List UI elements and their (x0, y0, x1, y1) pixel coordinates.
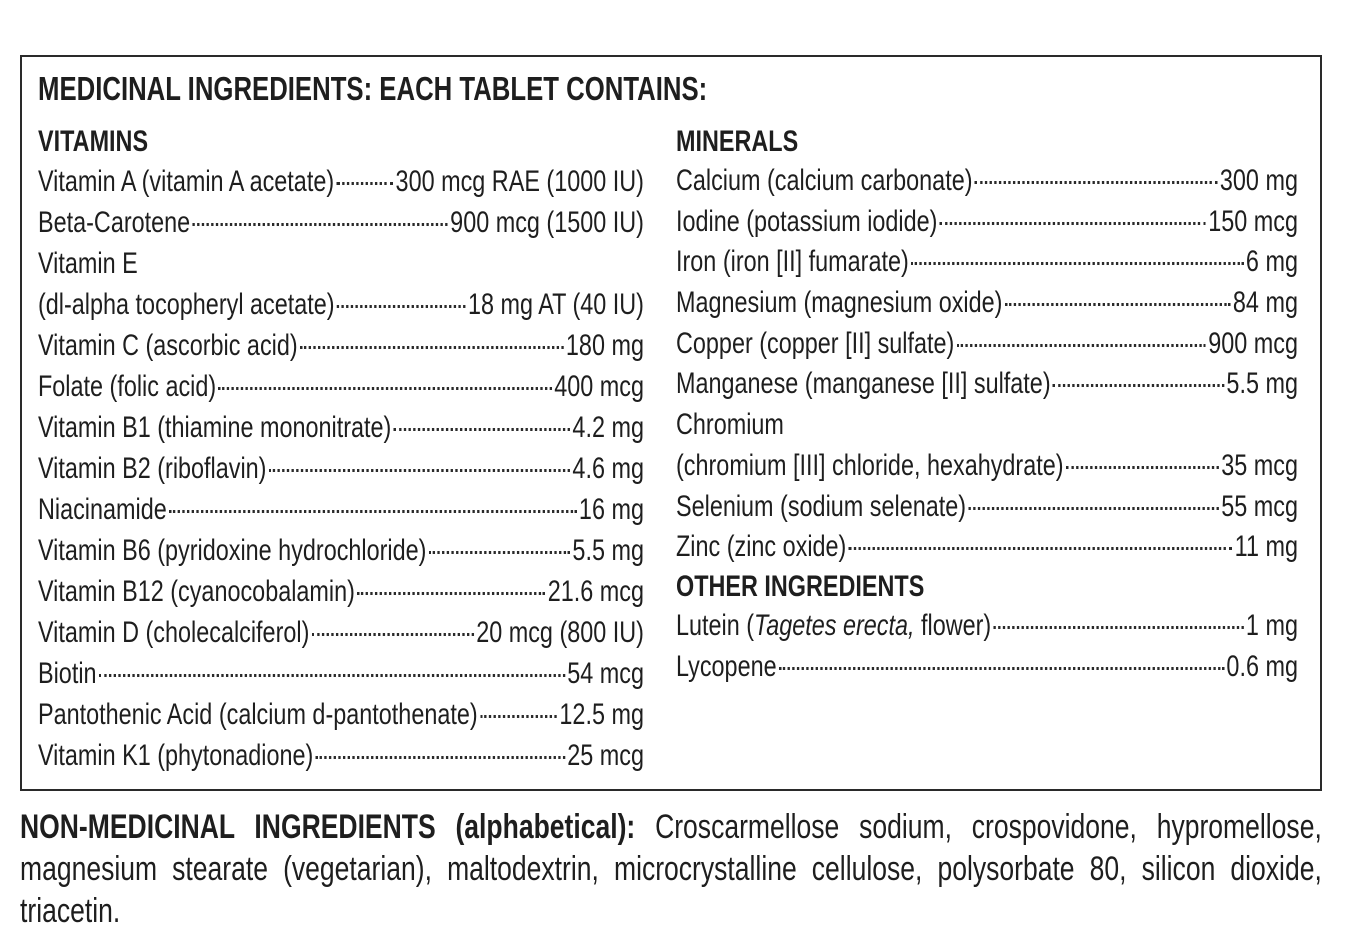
list-item (676, 283, 1298, 324)
list-item (38, 653, 644, 694)
list-item (38, 161, 644, 202)
non-medicinal-ingredients (20, 806, 1322, 932)
ingredient-amount: 5.5 mg (572, 534, 644, 567)
non-medicinal-text (20, 806, 1322, 932)
ingredient-amount: 20 mcg (800 IU) (476, 616, 644, 649)
ingredient-name: (dl-alpha tocopheryl acetate) (38, 288, 335, 321)
dot-leader (316, 756, 565, 759)
dot-leader (357, 592, 545, 595)
list-item (676, 161, 1298, 202)
list-item (38, 489, 644, 530)
ingredient-amount: 54 mcg (567, 657, 644, 690)
dot-leader (337, 305, 466, 308)
ingredient-name: Biotin (38, 657, 97, 690)
ingredient-amount: 84 mg (1232, 286, 1298, 320)
list-item (676, 405, 1298, 446)
ingredient-amount: 5.5 mg (1226, 367, 1298, 401)
dot-leader (300, 346, 564, 349)
ingredient-name: Beta-Carotene (38, 206, 191, 239)
minerals-title: MINERALS (676, 125, 799, 158)
ingredient-name: Iron (iron [II] fumarate) (676, 245, 909, 279)
ingredient-amount: 25 mcg (567, 739, 644, 772)
dot-leader (849, 547, 1233, 550)
dot-leader (940, 222, 1206, 225)
list-item (676, 446, 1298, 487)
dot-leader (269, 469, 570, 472)
dot-leader (1053, 384, 1224, 387)
ingredient-name: Calcium (calcium carbonate) (676, 164, 973, 197)
list-item (38, 243, 644, 284)
list-item (38, 366, 644, 407)
ingredient-name: Niacinamide (38, 493, 167, 526)
ingredient-name: Lycopene (676, 649, 777, 683)
medicinal-ingredients-panel (20, 55, 1322, 791)
ingredient-name: Magnesium (magnesium oxide) (676, 286, 1003, 320)
dot-leader (312, 633, 474, 636)
dot-leader (99, 674, 565, 677)
ingredient-name: Vitamin B6 (pyridoxine hydrochloride) (38, 534, 427, 567)
ingredient-amount: 21.6 mcg (547, 575, 644, 608)
dot-leader (169, 510, 576, 513)
vitamins-title: VITAMINS (38, 125, 149, 158)
non-medicinal-list: Croscarmellose sodium, crospovidone, hypromellose, magnesium stearate (vegetarian), maltodextrin, microcrystalline cellulose, polysorbate 80, silicon dioxide, triacetin. (20, 808, 1322, 930)
ingredient-name: Vitamin E (38, 247, 138, 280)
other-ingredients-title: OTHER INGREDIENTS (676, 569, 925, 603)
ingredient-amount: 16 mg (578, 493, 644, 526)
ingredient-name: Chromium (676, 408, 784, 442)
list-item (38, 735, 644, 776)
ingredient-name: Vitamin D (cholecalciferol) (38, 616, 310, 649)
panel-heading: MEDICINAL INGREDIENTS: EACH TABLET CONTAINS: (38, 70, 708, 107)
list-item (676, 202, 1298, 243)
dot-leader (429, 551, 570, 554)
ingredient-amount: 400 mcg (554, 370, 644, 403)
ingredient-amount: 12.5 mg (559, 698, 644, 731)
list-item (38, 284, 644, 325)
list-item (38, 612, 644, 653)
ingredient-name: Manganese (manganese [II] sulfate) (676, 367, 1051, 401)
ingredient-amount: 35 mcg (1221, 448, 1298, 482)
ingredient-name: Vitamin K1 (phytonadione) (38, 739, 314, 772)
ingredient-amount: 900 mcg (1500 IU) (450, 206, 644, 239)
list-item (676, 606, 1298, 647)
non-medicinal-label: NON-MEDICINAL INGREDIENTS (alphabetical): (20, 808, 636, 846)
dot-leader (994, 626, 1244, 629)
ingredient-amount: 1 mg (1245, 608, 1298, 642)
dot-leader (1066, 466, 1219, 469)
ingredient-name: Folate (folic acid) (38, 370, 217, 403)
dot-leader (779, 667, 1224, 670)
ingredient-name: Vitamin C (ascorbic acid) (38, 329, 298, 362)
list-item (676, 324, 1298, 365)
list-item (676, 527, 1298, 568)
dot-leader (394, 428, 570, 431)
vitamins-column (38, 123, 644, 776)
list-item (38, 571, 644, 612)
list-item (38, 202, 644, 243)
ingredient-name: Selenium (sodium selenate) (676, 489, 967, 523)
ingredient-name: (chromium [III] chloride, hexahydrate) (676, 448, 1064, 482)
dot-leader (911, 262, 1243, 265)
dot-leader (975, 181, 1218, 184)
ingredient-name: Iodine (potassium iodide) (676, 204, 938, 238)
ingredient-amount: 4.2 mg (572, 411, 644, 444)
list-item (676, 647, 1298, 688)
list-item (38, 325, 644, 366)
ingredient-amount: 11 mg (1234, 530, 1298, 564)
ingredient-name: Copper (copper [II] sulfate) (676, 326, 955, 360)
list-item (676, 487, 1298, 528)
ingredient-amount: 6 mg (1245, 245, 1298, 279)
ingredient-amount: 0.6 mg (1226, 649, 1298, 683)
ingredient-amount: 300 mcg RAE (1000 IU) (395, 165, 644, 198)
list-item (38, 694, 644, 735)
vitamins-list (38, 161, 644, 776)
ingredient-name: Vitamin B12 (cyanocobalamin) (38, 575, 355, 608)
list-item (676, 242, 1298, 283)
dot-leader (336, 182, 393, 185)
ingredient-amount: 300 mg (1219, 164, 1298, 197)
list-item (38, 407, 644, 448)
ingredient-name: Lutein (Tagetes erecta, flower) (676, 608, 992, 642)
list-item (38, 530, 644, 571)
dot-leader (219, 387, 552, 390)
ingredient-name: Zinc (zinc oxide) (676, 530, 847, 564)
minerals-list (676, 161, 1298, 568)
ingredient-name: Vitamin B1 (thiamine mononitrate) (38, 411, 392, 444)
dot-leader (193, 223, 448, 226)
ingredient-amount: 900 mcg (1208, 326, 1298, 360)
dot-leader (480, 715, 557, 718)
ingredient-name: Vitamin B2 (riboflavin) (38, 452, 267, 485)
ingredient-amount: 18 mg AT (40 IU) (467, 288, 644, 321)
dot-leader (1005, 303, 1231, 306)
list-item (38, 448, 644, 489)
ingredient-amount: 55 mcg (1221, 489, 1298, 523)
dot-leader (957, 344, 1206, 347)
ingredient-amount: 150 mcg (1208, 204, 1298, 238)
dot-leader (968, 507, 1218, 510)
ingredient-amount: 180 mg (565, 329, 644, 362)
ingredient-name: Pantothenic Acid (calcium d-pantothenate) (38, 698, 478, 731)
ingredient-amount: 4.6 mg (572, 452, 644, 485)
minerals-column (676, 123, 1298, 687)
ingredient-name: Vitamin A (vitamin A acetate) (38, 165, 335, 198)
list-item (676, 364, 1298, 405)
